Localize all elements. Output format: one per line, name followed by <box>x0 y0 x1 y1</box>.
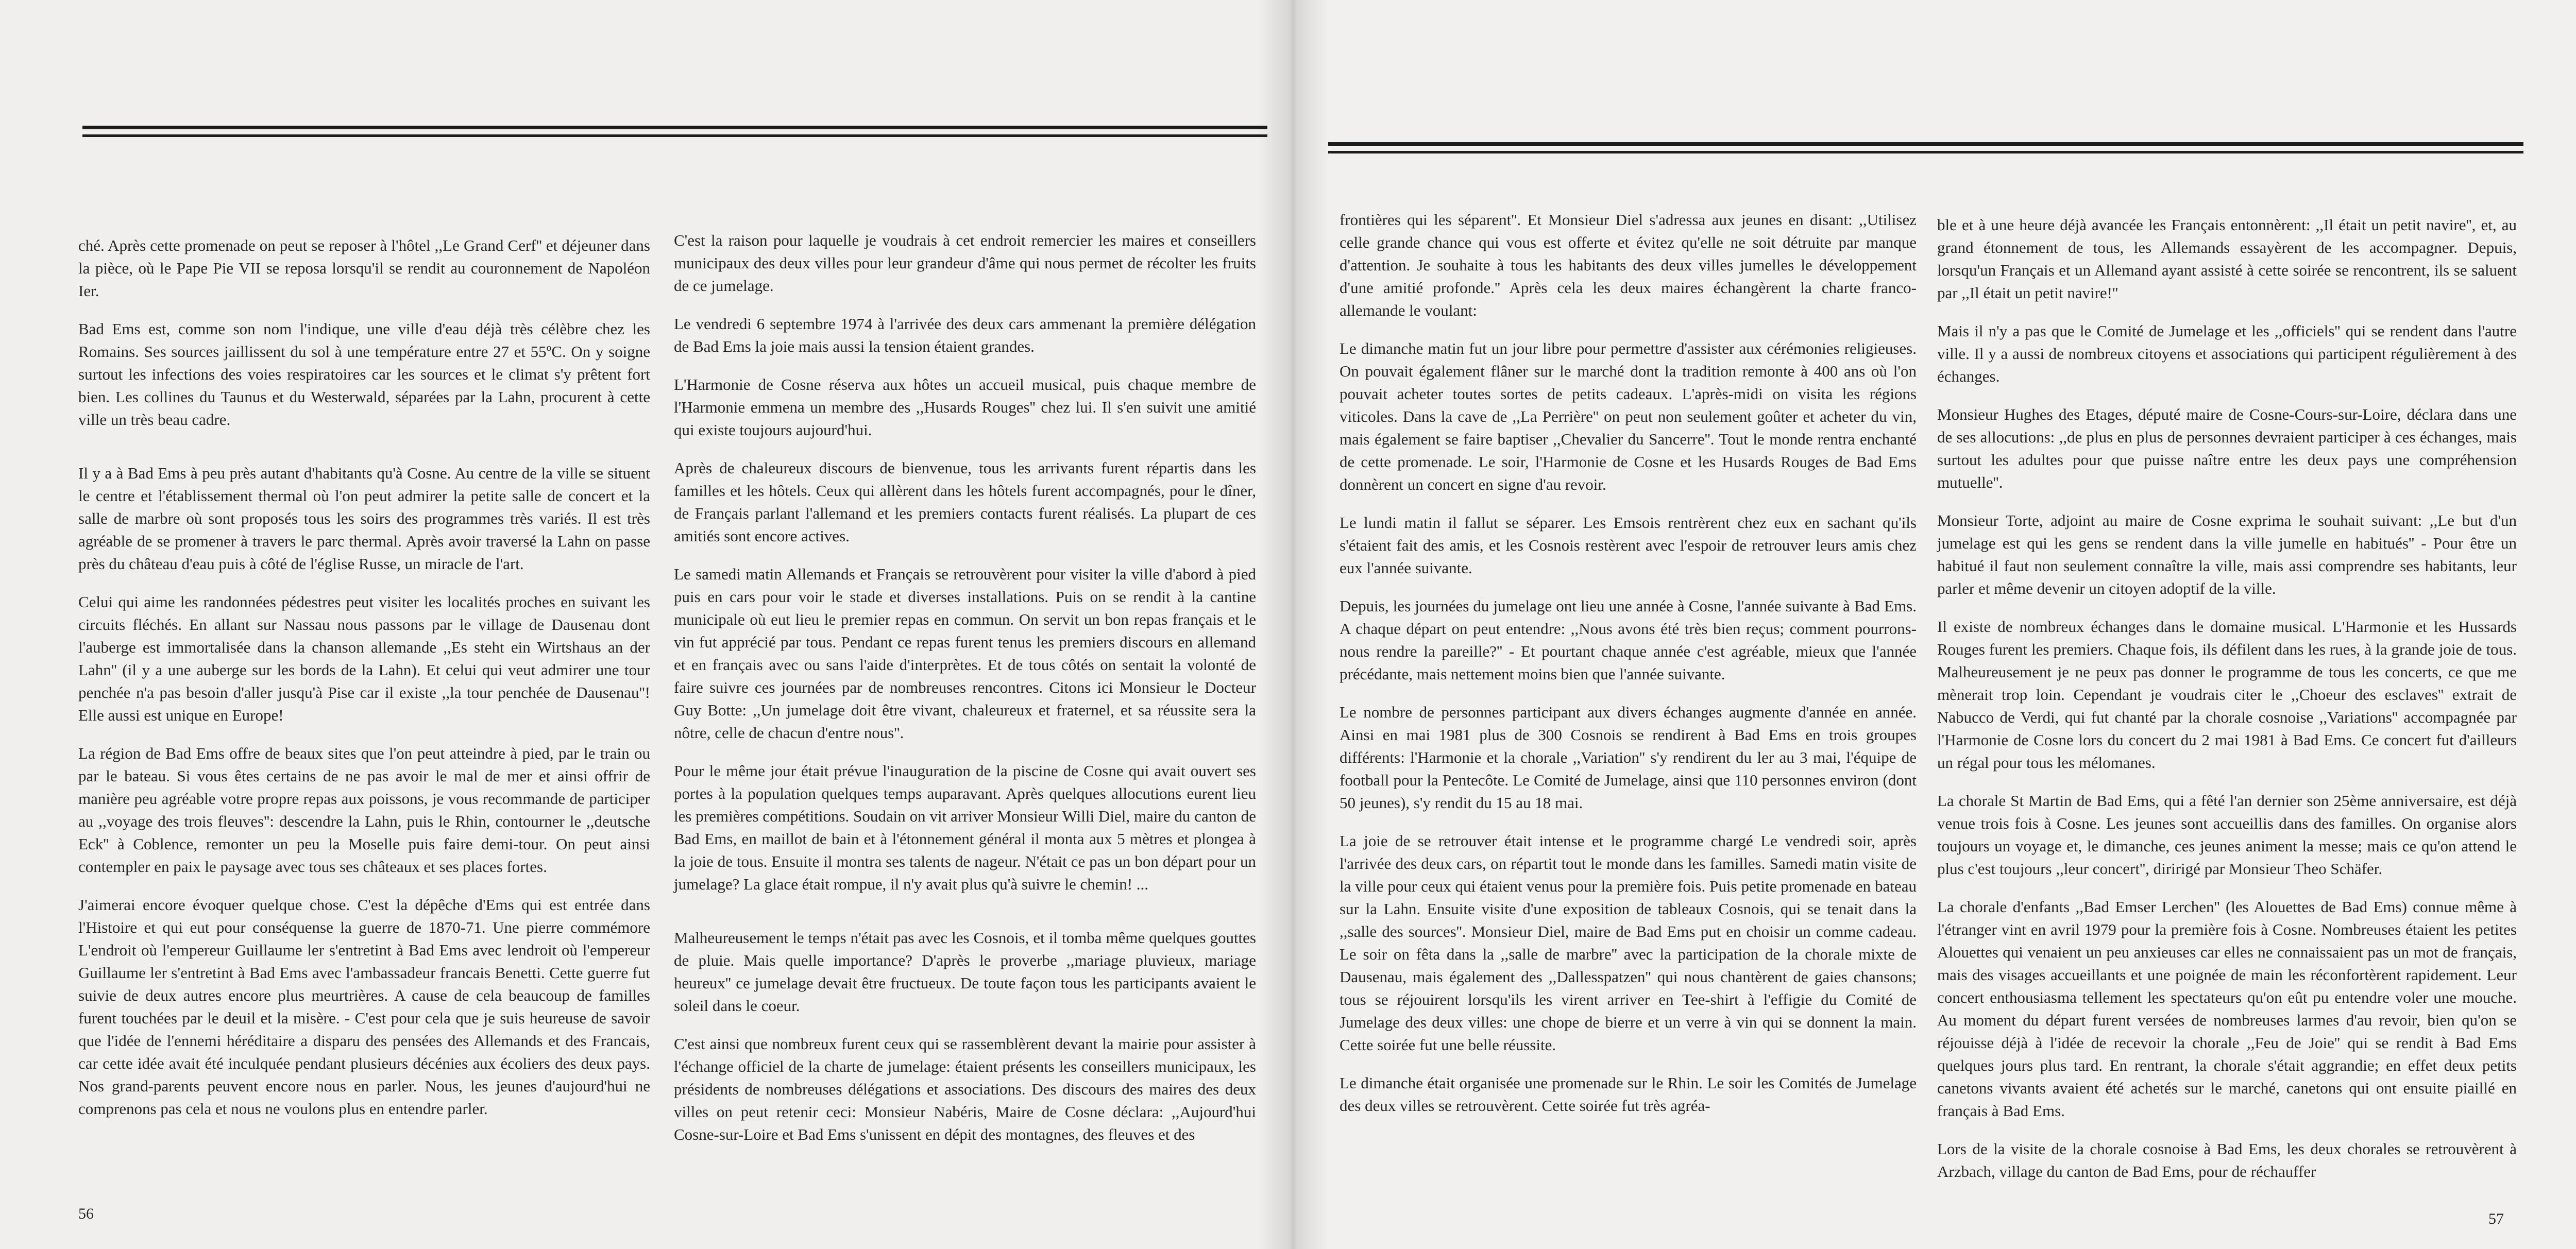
paragraph: Monsieur Torte, adjoint au maire de Cosne exprima le souhait suivant: ,,Le but d'un jumelage est qui les gens se rendent dans la ville jumelle en habitués'' - Pour être un habitué il faut non seulement connaître la ville, mais assi comprendre ses habitants, leur parler et même devenir un citoyen adoptif de la ville. <box>1937 511 2517 597</box>
paragraph: La chorale St Martin de Bad Ems, qui a fêté l'an dernier son 25ème anniversaire, est déjà venue trois fois à Cosne. Les jeunes sont accueillis dans des familles. On organise alors toujours un voyage et, le dimanche, ces jeunes animent la messe; mais ce qu'on attend le plus c'est toujours ,,leur concert'', diririgé par Monsieur Theo Schäfer. <box>1937 792 2517 878</box>
paragraph: Le vendredi 6 septembre 1974 à l'arrivée des deux cars ammenant la première délégation de Bad Ems la joie mais aussi la tension étaient grandes. <box>674 315 1256 355</box>
paragraph: Monsieur Hughes des Etages, député maire de Cosne-Cours-sur-Loire, déclara dans une de ses allocutions: ,,de plus en plus de personnes devraient participer à ces échanges, mais surtout les adultes pour que puisse naître entre les deux pays une compréhension mutuelle''. <box>1937 405 2517 491</box>
paragraph: L'Harmonie de Cosne réserva aux hôtes un accueil musical, puis chaque membre de l'Harmonie emmena un membre des ,,Husards Rouges'' chez lui. Il s'en suivit une amitié qui existe toujours aujourd'hui. <box>674 375 1256 439</box>
paragraph: Le lundi matin il fallut se séparer. Les Emsois rentrèrent chez eux en sachant qu'ils s'étaient fait des amis, et les Cosnois restèrent avec l'espoir de retrouver leurs amis chez eux l'année suivante. <box>1340 514 1917 577</box>
paragraph: J'aimerai encore évoquer quelque chose. C'est la dépêche d'Ems qui est entrée dans l'Histoire et qui eut pour conséquense la guerre de 1870-71. Une pierre commémore L'endroit où l'empereur Guillaume ler s'entretint à Bad Ems avec lendroit où l'empereur Guillaume ler s'entretint à Bad Ems avec l'ambassadeur francais Benetti. Cette guerre fut suivie de deux autres encore plus meurtrières. A cause de cela beaucoup de familles furent touchées par le deuil et la misère. - C'est pour cela que je suis heureuse de savoir que l'idée de l'ennemi héréditaire a disparu des pensées des Allemands et des Francais, car cette idée avait été inculquée pendant plusieurs décénies aux écoliers des deux pays. Nos grand-parents peuvent encore nous en parler. Nous, les jeunes d'aujourd'hui ne comprenons pas cela et nous ne voulons plus en entendre parler. <box>78 896 650 1118</box>
paragraph: ché. Après cette promenade on peut se reposer à l'hôtel ,,Le Grand Cerf'' et déjeuner dans la pièce, où le Pape Pie VII se reposa lorsqu'il se rendit au couronnement de Napoléon Ier. <box>78 236 650 300</box>
right-page-column-1 <box>1340 209 1917 1133</box>
header-double-rule <box>1328 142 2523 153</box>
page-number: 56 <box>78 1205 94 1222</box>
paragraph: Celui qui aime les randonnées pédestres peut visiter les localités proches en suivant les circuits fléchés. En allant sur Nassau nous passons par le village de Dausenau dont l'auberge est immortalisée dans la chanson allemande ,,Es steht ein Wirtshaus an der Lahn'' (il y a une auberge sur les bords de la Lahn). Et celui qui veut admirer une tour penchée n'a pas besoin d'aller jusqu'à Pise car il existe ,,la tour penchée de Dausenau''! Elle aussi est unique en Europe! <box>78 593 650 724</box>
paragraph: Bad Ems est, comme son nom l'indique, une ville d'eau déjà très célèbre chez les Romains. Ses sources jaillissent du sol à une température entre 27 et 55ºC. On y soigne surtout les infections des voies respiratoires car les sources et le climat s'y prêtent fort bien. Les collines du Taunus et du Westerwald, séparées par la Lahn, procurent à cette ville un très beau cadre. <box>78 320 650 429</box>
paragraph: frontières qui les séparent''. Et Monsieur Diel s'adressa aux jeunes en disant: ,,Utilisez celle grande chance qui vous est offerte et évitez qu'elle ne soit détruite par manque d'attention. Je souhaite à tous les habitants des deux villes jumelles le développement d'une amitié profonde.'' Après cela les deux maires échangèrent la charte franco-allemande le voulant: <box>1340 211 1917 319</box>
paragraph: Il y a à Bad Ems à peu près autant d'habitants qu'à Cosne. Au centre de la ville se situent le centre et l'établissement thermal où l'on peut admirer la petite salle de concert et la salle de marbre où sont proposés tous les soirs des programmes très variés. Il est très agréable de se promener à travers le parc thermal. Après avoir traversé la Lahn on passe près du château d'eau puis à côté de l'église Russe, un miracle de l'art. <box>78 464 650 573</box>
paragraph: La joie de se retrouver était intense et le programme chargé Le vendredi soir, après l'arrivée des deux cars, on répartit tout le monde dans les familles. Samedi matin visite de la ville pour ceux qui étaient venus pour la première fois. Puis petite promenade en bateau sur la Lahn. Ensuite visite d'une exposition de tableaux Cosnois, qui se tenait dans la ,,salle des sources''. Monsieur Diel, maire de Bad Ems put en choisir un comme cadeau. Le soir on fêta dans la ,,salle de marbre'' avec la participation de la chorale mixte de Dausenau, mais également des ,,Dallesspatzen'' qui nous chantèrent de gaies chansons; tous se réjouirent lorsqu'ils les virent arriver en Tee-shirt à l'effigie du Comité de Jumelage des deux villes: une chope de bierre et un verre à vin qui se donnent la main. Cette soirée fut une belle réussite. <box>1340 832 1917 1054</box>
paragraph: ble et à une heure déjà avancée les Français entonnèrent: ,,Il était un petit navire'', et, au grand étonnement de tous, les Allemands essayèrent de les accompagner. Depuis, lorsqu'un Français et un Allemand ayant assisté à cette soirée se rencontrent, ils se saluent par ,,Il était un petit navire!'' <box>1937 216 2517 302</box>
paragraph: Le dimanche matin fut un jour libre pour permettre d'assister aux cérémonies religieuses. On pouvait également flâner sur le marché dont la tradition remonte à 400 ans où l'on pouvait acheter toutes sortes de petits cadeaux. L'après-midi on visita les régions viticoles. Dans la cave de ,,La Perrière'' on peut non seulement goûter et acheter du vin, mais également se faire baptiser ,,Chevalier du Sancerre''. Tout le monde rentra enchanté de cette promenade. Le soir, l'Harmonie de Cosne et les Husards Rouges de Bad Ems donnèrent un concert en signe d'au revoir. <box>1340 339 1917 493</box>
paragraph: Lors de la visite de la chorale cosnoise à Bad Ems, les deux chorales se retrouvèrent à Arzbach, village du canton de Bad Ems, pour de réchauffer <box>1937 1140 2517 1180</box>
paragraph: Mais il n'y a pas que le Comité de Jumelage et les ,,officiels'' qui se rendent dans l'autre ville. Il y a aussi de nombreux citoyens et associations qui participent régulièrement à des échanges. <box>1937 322 2517 385</box>
paragraph: Il existe de nombreux échanges dans le domaine musical. L'Harmonie et les Hussards Rouges furent les premiers. Chaque fois, ils défilent dans les rues, à la grande joie de tous. Malheureusement je ne peux pas donner le programme de tous les concerts, ce que me mènerait trop loin. Cependant je voudrais citer le ,,Choeur des esclaves'' extrait de Nabucco de Verdi, qui fut chanté par la chorale cosnoise ,,Variations'' accompagnée par l'Harmonie de Cosne lors du concert du 2 mai 1981 à Bad Ems. Ce concert fut d'ailleurs un régal pour tous les mélomanes. <box>1937 618 2517 772</box>
paragraph: La région de Bad Ems offre de beaux sites que l'on peut atteindre à pied, par le train ou par le bateau. Si vous êtes certains de ne pas avoir le mal de mer et ainsi offrir de manière peu agréable votre propre repas aux poissons, je vous recommande de participer au ,,voyage des trois fleuves'': descendre la Lahn, puis le Rhin, contourner le ,,deutsche Eck'' à Coblence, remonter un peu la Moselle puis faire demi-tour. On peut ainsi contempler en paix le paysage avec tous ses châteaux et ses places fortes. <box>78 744 650 876</box>
paragraph: Pour le même jour était prévue l'inauguration de la piscine de Cosne qui avait ouvert ses portes à la population quelques temps auparavant. Après quelques allocutions eurent lieu les premières compétitions. Soudain on vit arriver Monsieur Willi Diel, maire du canton de Bad Ems, en maillot de bain et à l'étonnement général il monta aux 5 mètres et plongea à la joie de tous. Ensuite il montra ses talents de nageur. N'était ce pas un bon départ pour un jumelage? La glace était rompue, il n'y avait plus qu'à suivre le chemin! ... <box>674 762 1256 893</box>
left-page-column-2 <box>674 229 1256 1161</box>
paragraph: Le nombre de personnes participant aux divers échanges augmente d'année en année. Ainsi en mai 1981 plus de 300 Cosnois se rendirent à Bad Ems en trois groupes différents: l'Harmonie et la chorale ,,Variation'' s'y rendirent du ler au 3 mai, l'équipe de football pour la Pentecôte. Le Comité de Jumelage, ainsi que 110 personnes environ (dont 50 jeunes), s'y rendit du 15 au 18 mai. <box>1340 703 1917 812</box>
right-page-column-2 <box>1937 214 2517 1199</box>
left-page-column-1 <box>78 234 650 1136</box>
paragraph: Malheureusement le temps n'était pas avec les Cosnois, et il tomba même quelques gouttes de pluie. Mais quelle importance? D'après le proverbe ,,mariage pluvieux, mariage heureux'' ce jumelage devait être fructueux. De toute façon tous les participants avaient le soleil dans le coeur. <box>674 929 1256 1015</box>
paragraph: C'est ainsi que nombreux furent ceux qui se rassemblèrent devant la mairie pour assister à l'échange officiel de la charte de jumelage: étaient présents les conseillers municipaux, les présidents de nombreuses délégations et associations. Des discours des maires des deux villes on peut retenir ceci: Monsieur Nabéris, Maire de Cosne déclara: ,,Aujourd'hui Cosne-sur-Loire et Bad Ems s'unissent en dépit des montagnes, des fleuves et des <box>674 1035 1256 1143</box>
paragraph: C'est la raison pour laquelle je voudrais à cet endroit remercier les maires et conseillers municipaux des deux villes pour leur grandeur d'âme qui nous permet de récolter les fruits de ce jumelage. <box>674 231 1256 295</box>
book-gutter <box>1257 0 1329 1249</box>
paragraph: Le samedi matin Allemands et Français se retrouvèrent pour visiter la ville d'abord à pied puis en cars pour voir le stade et diverses installations. Puis on se rendit à la cantine municipale où eut lieu le premier repas en commun. On servit un bon repas français et le vin fut apprécié par tous. Pendant ce repas furent tenus les premiers discours en allemand et en français avec ou sans l'aide d'interprètes. Et de tous côtés on sentait la volonté de faire suivre ces journées par de nombreuses rencontres. Citons ici Monsieur le Docteur Guy Botte: ,,Un jumelage doit être vivant, chaleureux et fraternel, et sa réussite sera la nôtre, celle de chacun d'entre nous''. <box>674 565 1256 742</box>
paragraph: Après de chaleureux discours de bienvenue, tous les arrivants furent répartis dans les familles et les hôtels. Ceux qui allèrent dans les hôtels furent accompagnés, pour le dîner, de Français parlant l'allemand et les premiers contacts furent réalisés. La plupart de ces amitiés sont encore actives. <box>674 459 1256 545</box>
paragraph: Le dimanche était organisée une promenade sur le Rhin. Le soir les Comités de Jumelage des deux villes se retrouvèrent. Cette soirée fut très agréa- <box>1340 1074 1917 1115</box>
paragraph: La chorale d'enfants ,,Bad Emser Lerchen'' (les Alouettes de Bad Ems) connue même à l'étranger vint en avril 1979 pour la première fois à Cosne. Nombreuses étaient les petites Alouettes qui venaient un peu anxieuses car elles ne connaissaient pas un mot de français, mais des visages accueillants et une poignée de main les réconfortèrent rapidement. Leur concert enthousiasma tellement les spectateurs qu'on eût pu entendre voler une mouche. Au moment du départ furent versées de nombreuses larmes d'au revoir, bien qu'on se réjouisse déjà à l'idée de recevoir la chorale ,,Feu de Joie'' qui se rendit à Bad Ems quelques jours plus tard. En rentrant, la chorale s'était aggrandie; en effet deux petits canetons vivants avaient été achetés sur le marché, canetons qui ont ensuite piaillé en français à Bad Ems. <box>1937 898 2517 1120</box>
header-double-rule <box>82 126 1267 137</box>
paragraph: Depuis, les journées du jumelage ont lieu une année à Cosne, l'année suivante à Bad Ems. A chaque départ on peut entendre: ,,Nous avons été très bien reçus; comment pourrons-nous rendre la pareille?'' - Et pourtant chaque année c'est agréable, mieux que l'année précédante, mais nettement moins bien que l'année suivante. <box>1340 597 1917 683</box>
page-number: 57 <box>2488 1210 2504 1227</box>
